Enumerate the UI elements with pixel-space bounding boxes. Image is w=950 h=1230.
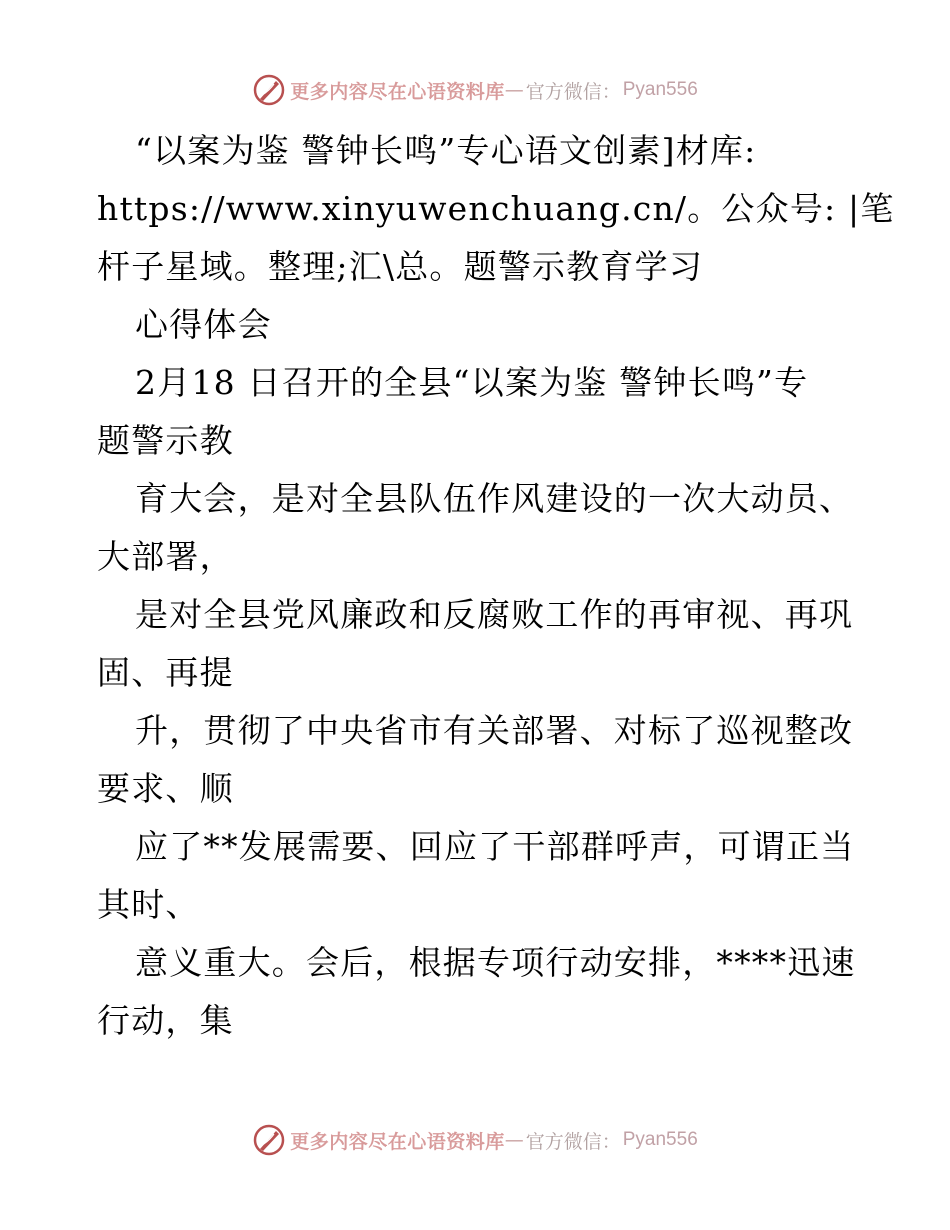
watermark-wechat-id: Pyan556: [622, 1129, 698, 1150]
quill-logo-icon: [252, 1123, 286, 1157]
watermark-dash: —: [504, 79, 524, 101]
header-watermark: [0, 70, 950, 110]
text-line: 其时、: [97, 885, 200, 924]
text-line: “以案为鉴 警钟长鸣”专心语文创素]材库:: [135, 131, 757, 170]
text-line: 行动，集: [97, 1001, 234, 1040]
text-line: 育大会，是对全县队伍作风建设的一次大动员、: [135, 479, 854, 518]
watermark-wechat-id: Pyan556: [622, 79, 698, 100]
text-line: 固、再提: [97, 653, 234, 692]
watermark-main-text: 更多内容尽在心语资料库: [290, 80, 505, 103]
text-line: 是对全县党风廉政和反腐败工作的再审视、再巩: [135, 595, 854, 634]
text-line: 要求、顺: [97, 769, 234, 808]
watermark-official-label: 官方微信：: [525, 1130, 621, 1153]
quill-logo-icon: [252, 73, 286, 107]
text-line: 题警示教: [97, 421, 234, 460]
text-line: 杆子星域。整理;汇\总。题警示教育学习: [97, 247, 704, 286]
text-line: 大部署，: [97, 537, 234, 576]
text-line: 心得体会: [135, 305, 272, 344]
text-line: 应了**发展需要、回应了干部群呼声，可谓正当: [135, 827, 855, 866]
text-line: 意义重大。会后，根据专项行动安排，****迅速: [135, 943, 856, 982]
text-line: 2月18 日召开的全县“以案为鉴 警钟长鸣”专: [135, 363, 809, 402]
watermark-official-label: 官方微信：: [525, 80, 621, 103]
document-body: [97, 122, 895, 1050]
text-line: https://www.xinyuwenchuang.cn/。公众号: |笔: [97, 189, 895, 228]
watermark-main-text: 更多内容尽在心语资料库: [290, 1130, 505, 1153]
footer-watermark: [0, 1120, 950, 1160]
text-line: 升，贯彻了中央省市有关部署、对标了巡视整改: [135, 711, 854, 750]
watermark-dash: —: [504, 1129, 524, 1151]
